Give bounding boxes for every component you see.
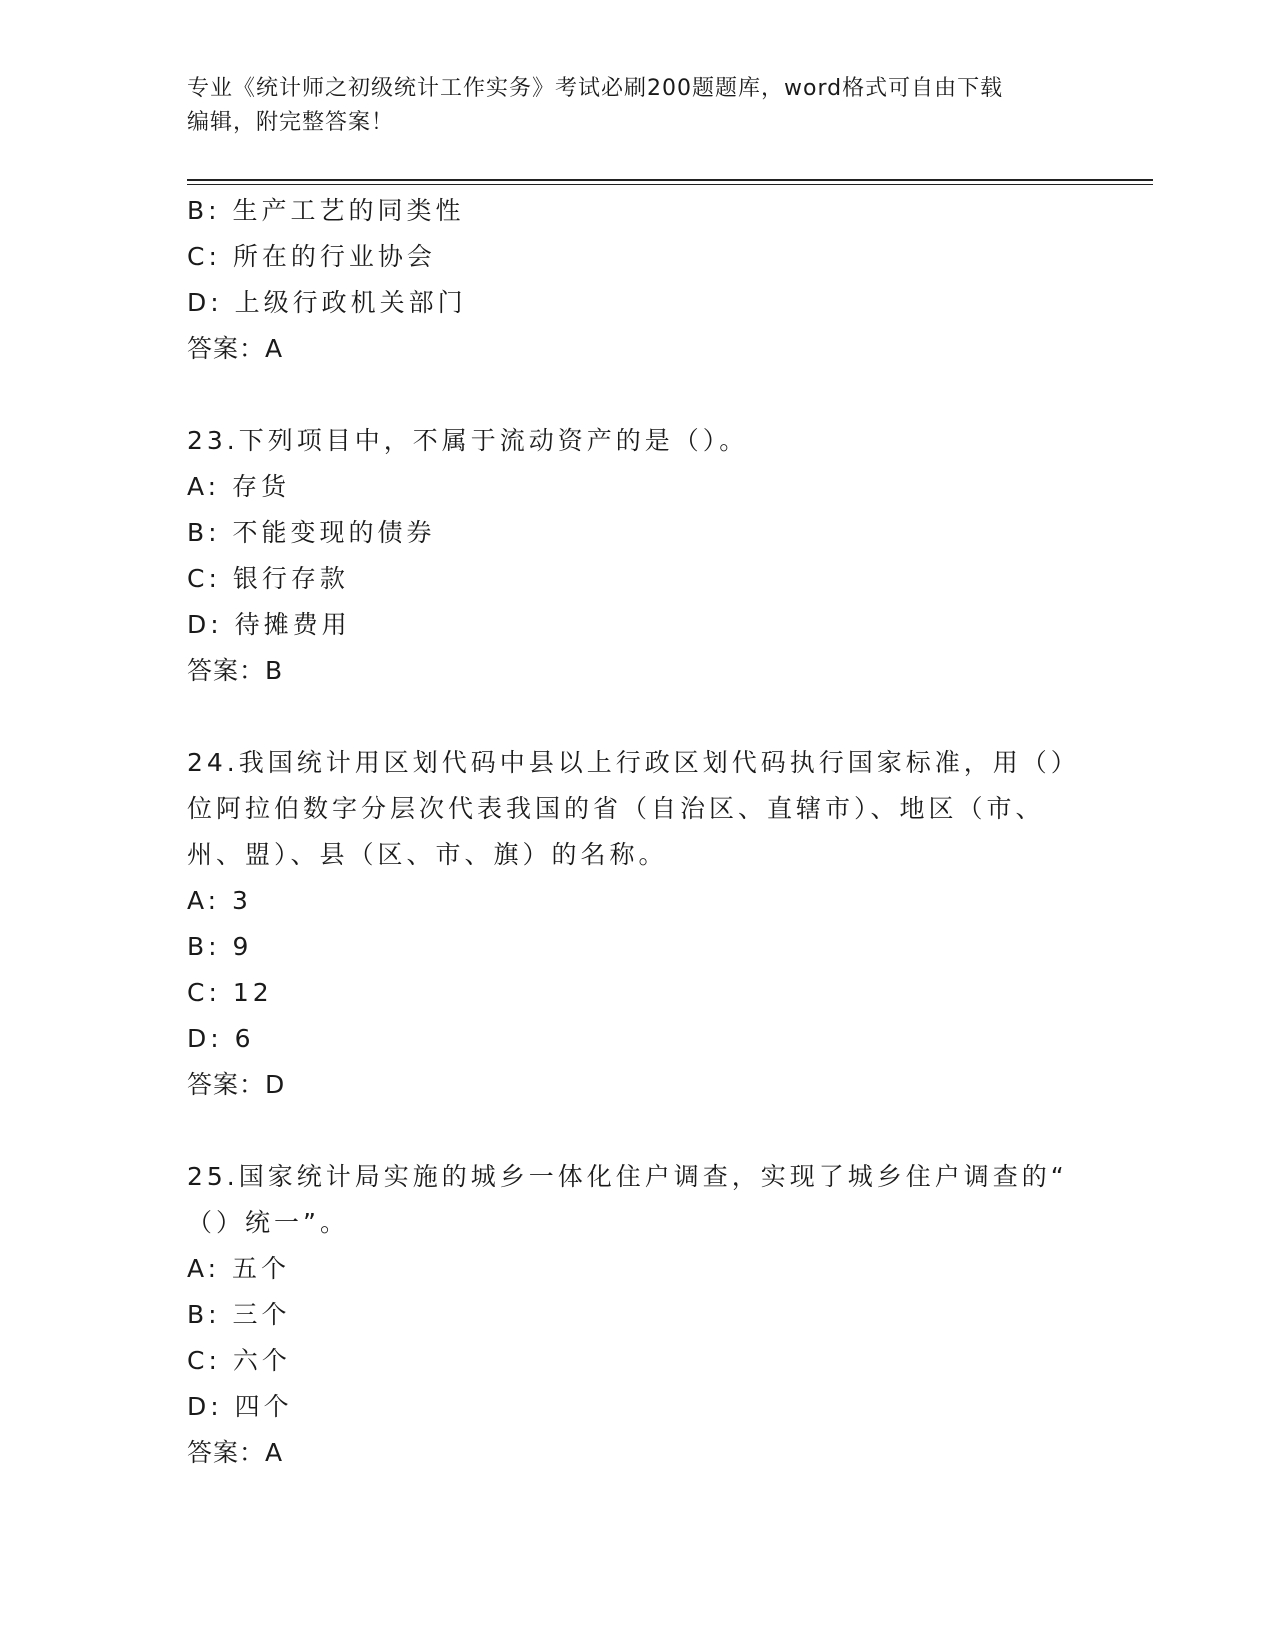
question-text-line-1: 24.我国统计用区划代码中县以上行政区划代码执行国家标准，用（） <box>187 748 1080 777</box>
option-c: C: 六个 <box>187 1346 291 1375</box>
option-a: A: 3 <box>187 886 252 915</box>
answer: 答案：A <box>187 1438 284 1467</box>
option-c: C: 银行存款 <box>187 564 349 593</box>
option-d: D: 上级行政机关部门 <box>187 288 467 317</box>
option-d: D: 四个 <box>187 1392 293 1421</box>
spacer <box>187 372 1087 418</box>
question-text: 23.下列项目中，不属于流动资产的是（）。 <box>187 426 749 455</box>
question-block-23 <box>187 418 1087 694</box>
spacer <box>187 1108 1087 1154</box>
header-rule-thick <box>187 179 1153 181</box>
option-c: C: 12 <box>187 978 273 1007</box>
question-block-24 <box>187 740 1087 1108</box>
option-a: A: 五个 <box>187 1254 291 1283</box>
question-list <box>187 188 1087 1476</box>
header-title-line-2: 编辑，附完整答案！ <box>187 110 395 135</box>
question-text-line-2: 位阿拉伯数字分层次代表我国的省（自治区、直辖市）、地区（市、 <box>187 794 1045 823</box>
option-b: B: 不能变现的债券 <box>187 518 436 547</box>
option-b: B: 9 <box>187 932 253 961</box>
question-text-line-3: 州、盟）、县（区、市、旗）的名称。 <box>187 840 668 869</box>
answer: 答案：D <box>187 1070 286 1099</box>
header-title-line-1: 专业《统计师之初级统计工作实务》考试必刷200题题库，word格式可自由下载 <box>187 76 1004 101</box>
option-d: D: 待摊费用 <box>187 610 351 639</box>
option-d: D: 6 <box>187 1024 255 1053</box>
answer: 答案：A <box>187 334 284 363</box>
option-c: C: 所在的行业协会 <box>187 242 436 271</box>
spacer <box>187 694 1087 740</box>
question-text-line-1: 25.国家统计局实施的城乡一体化住户调查，实现了城乡住户调查的“ <box>187 1162 1068 1191</box>
option-b: B: 生产工艺的同类性 <box>187 196 465 225</box>
header-rule-thin <box>187 184 1153 185</box>
question-block-22 <box>187 188 1087 372</box>
document-header <box>187 72 1087 140</box>
question-text-line-2: （）统一”。 <box>187 1208 349 1237</box>
option-b: B: 三个 <box>187 1300 291 1329</box>
option-a: A: 存货 <box>187 472 291 501</box>
question-block-25 <box>187 1154 1087 1476</box>
answer: 答案：B <box>187 656 284 685</box>
